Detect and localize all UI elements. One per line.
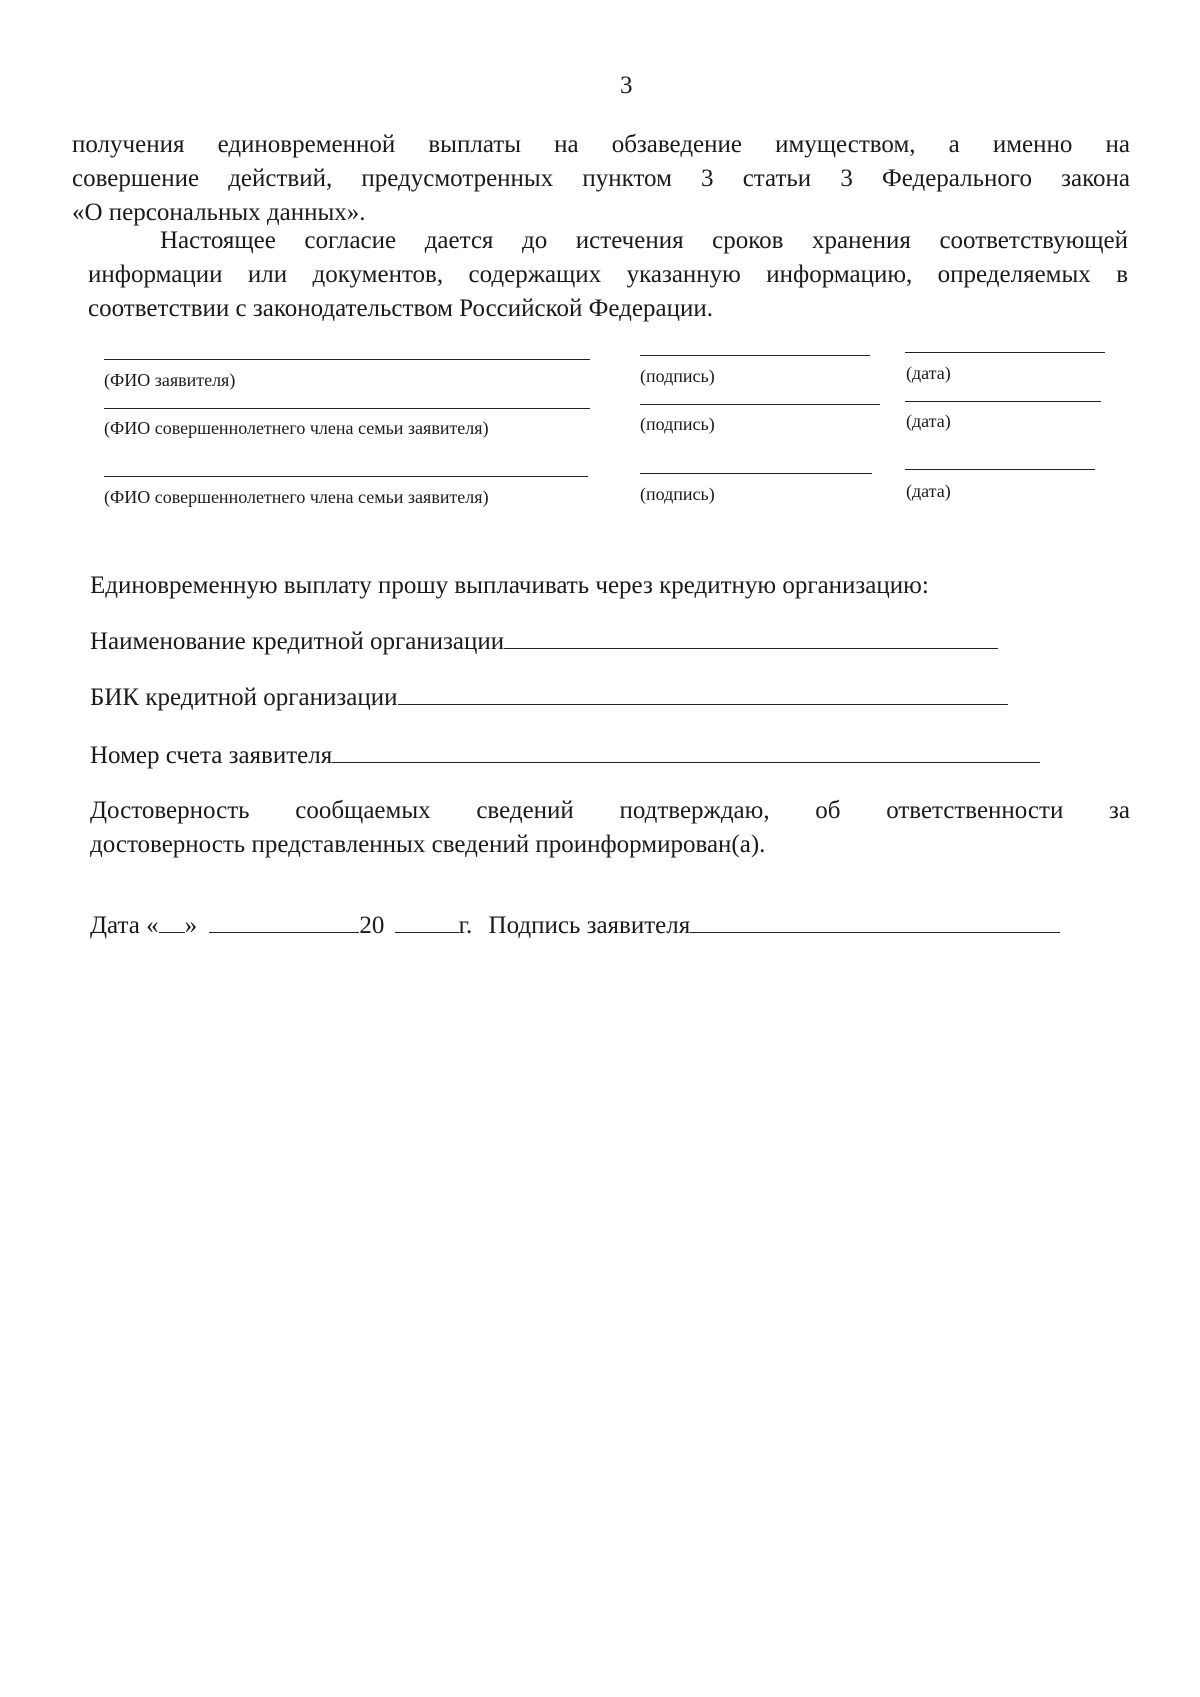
- date-caption-2: (дата): [906, 411, 951, 431]
- date-caption-3: (дата): [906, 481, 951, 501]
- year-prefix: 20: [359, 912, 385, 939]
- bik-input[interactable]: [398, 682, 1008, 705]
- bank-name-field: [90, 626, 998, 657]
- footer-line: [90, 910, 1060, 941]
- page-number: 3: [620, 72, 633, 99]
- para2-line1: Настоящее согласие дается до истечения сроков хранения соответствующей: [160, 227, 1128, 254]
- certification-line2: достоверность представленных сведений проинформирован(а).: [90, 831, 766, 858]
- day-input[interactable]: [159, 910, 185, 933]
- name-line-1[interactable]: [104, 359, 590, 360]
- para1-line1: получения единовременной выплаты на обзаведение имуществом, а именно на: [72, 131, 1130, 158]
- para1-line2: совершение действий, предусмотренных пунктом 3 статьи 3 Федерального закона: [72, 165, 1130, 192]
- bik-field: [90, 682, 1008, 713]
- name-caption-1: (ФИО заявителя): [104, 370, 236, 390]
- account-field: [90, 740, 1040, 771]
- para1-line3: «О персональных данных».: [72, 199, 366, 226]
- signature-label: Подпись заявителя: [488, 912, 691, 939]
- year-input[interactable]: [395, 910, 459, 933]
- name-line-3[interactable]: [104, 476, 588, 477]
- para2-line3: соответствии с законодательством Российской Федерации.: [88, 295, 713, 322]
- bik-label: БИК кредитной организации: [90, 684, 398, 711]
- signature-caption-1: (подпись): [640, 366, 715, 386]
- date-label: Дата «: [90, 912, 159, 939]
- signature-caption-2: (подпись): [640, 414, 715, 434]
- applicant-signature-input[interactable]: [690, 910, 1060, 933]
- month-input[interactable]: [209, 910, 359, 933]
- signature-caption-3: (подпись): [640, 484, 715, 504]
- certification-line1: Достоверность сообщаемых сведений подтверждаю, об ответственности за: [90, 797, 1130, 824]
- payment-intro: Единовременную выплату прошу выплачивать через кредитную организацию:: [90, 572, 929, 599]
- signature-line-2[interactable]: [640, 404, 880, 405]
- date-line-3[interactable]: [905, 469, 1095, 470]
- bank-name-label: Наименование кредитной организации: [90, 628, 505, 655]
- date-caption-1: (дата): [906, 363, 951, 383]
- bank-name-input[interactable]: [504, 626, 998, 649]
- year-suffix: г.: [458, 912, 473, 939]
- name-caption-3: (ФИО совершеннолетнего члена семьи заявителя): [104, 487, 489, 507]
- date-line-1[interactable]: [905, 352, 1105, 353]
- name-line-2[interactable]: [104, 408, 590, 409]
- signature-line-1[interactable]: [640, 355, 870, 356]
- date-line-2[interactable]: [905, 401, 1101, 402]
- date-close-quote: »: [184, 912, 198, 939]
- name-caption-2: (ФИО совершеннолетнего члена семьи заявителя): [104, 418, 489, 438]
- para2-line2: информации или документов, содержащих указанную информацию, определяемых в: [88, 261, 1128, 288]
- account-label: Номер счета заявителя: [90, 742, 333, 769]
- signature-line-3[interactable]: [640, 473, 872, 474]
- account-input[interactable]: [332, 740, 1040, 763]
